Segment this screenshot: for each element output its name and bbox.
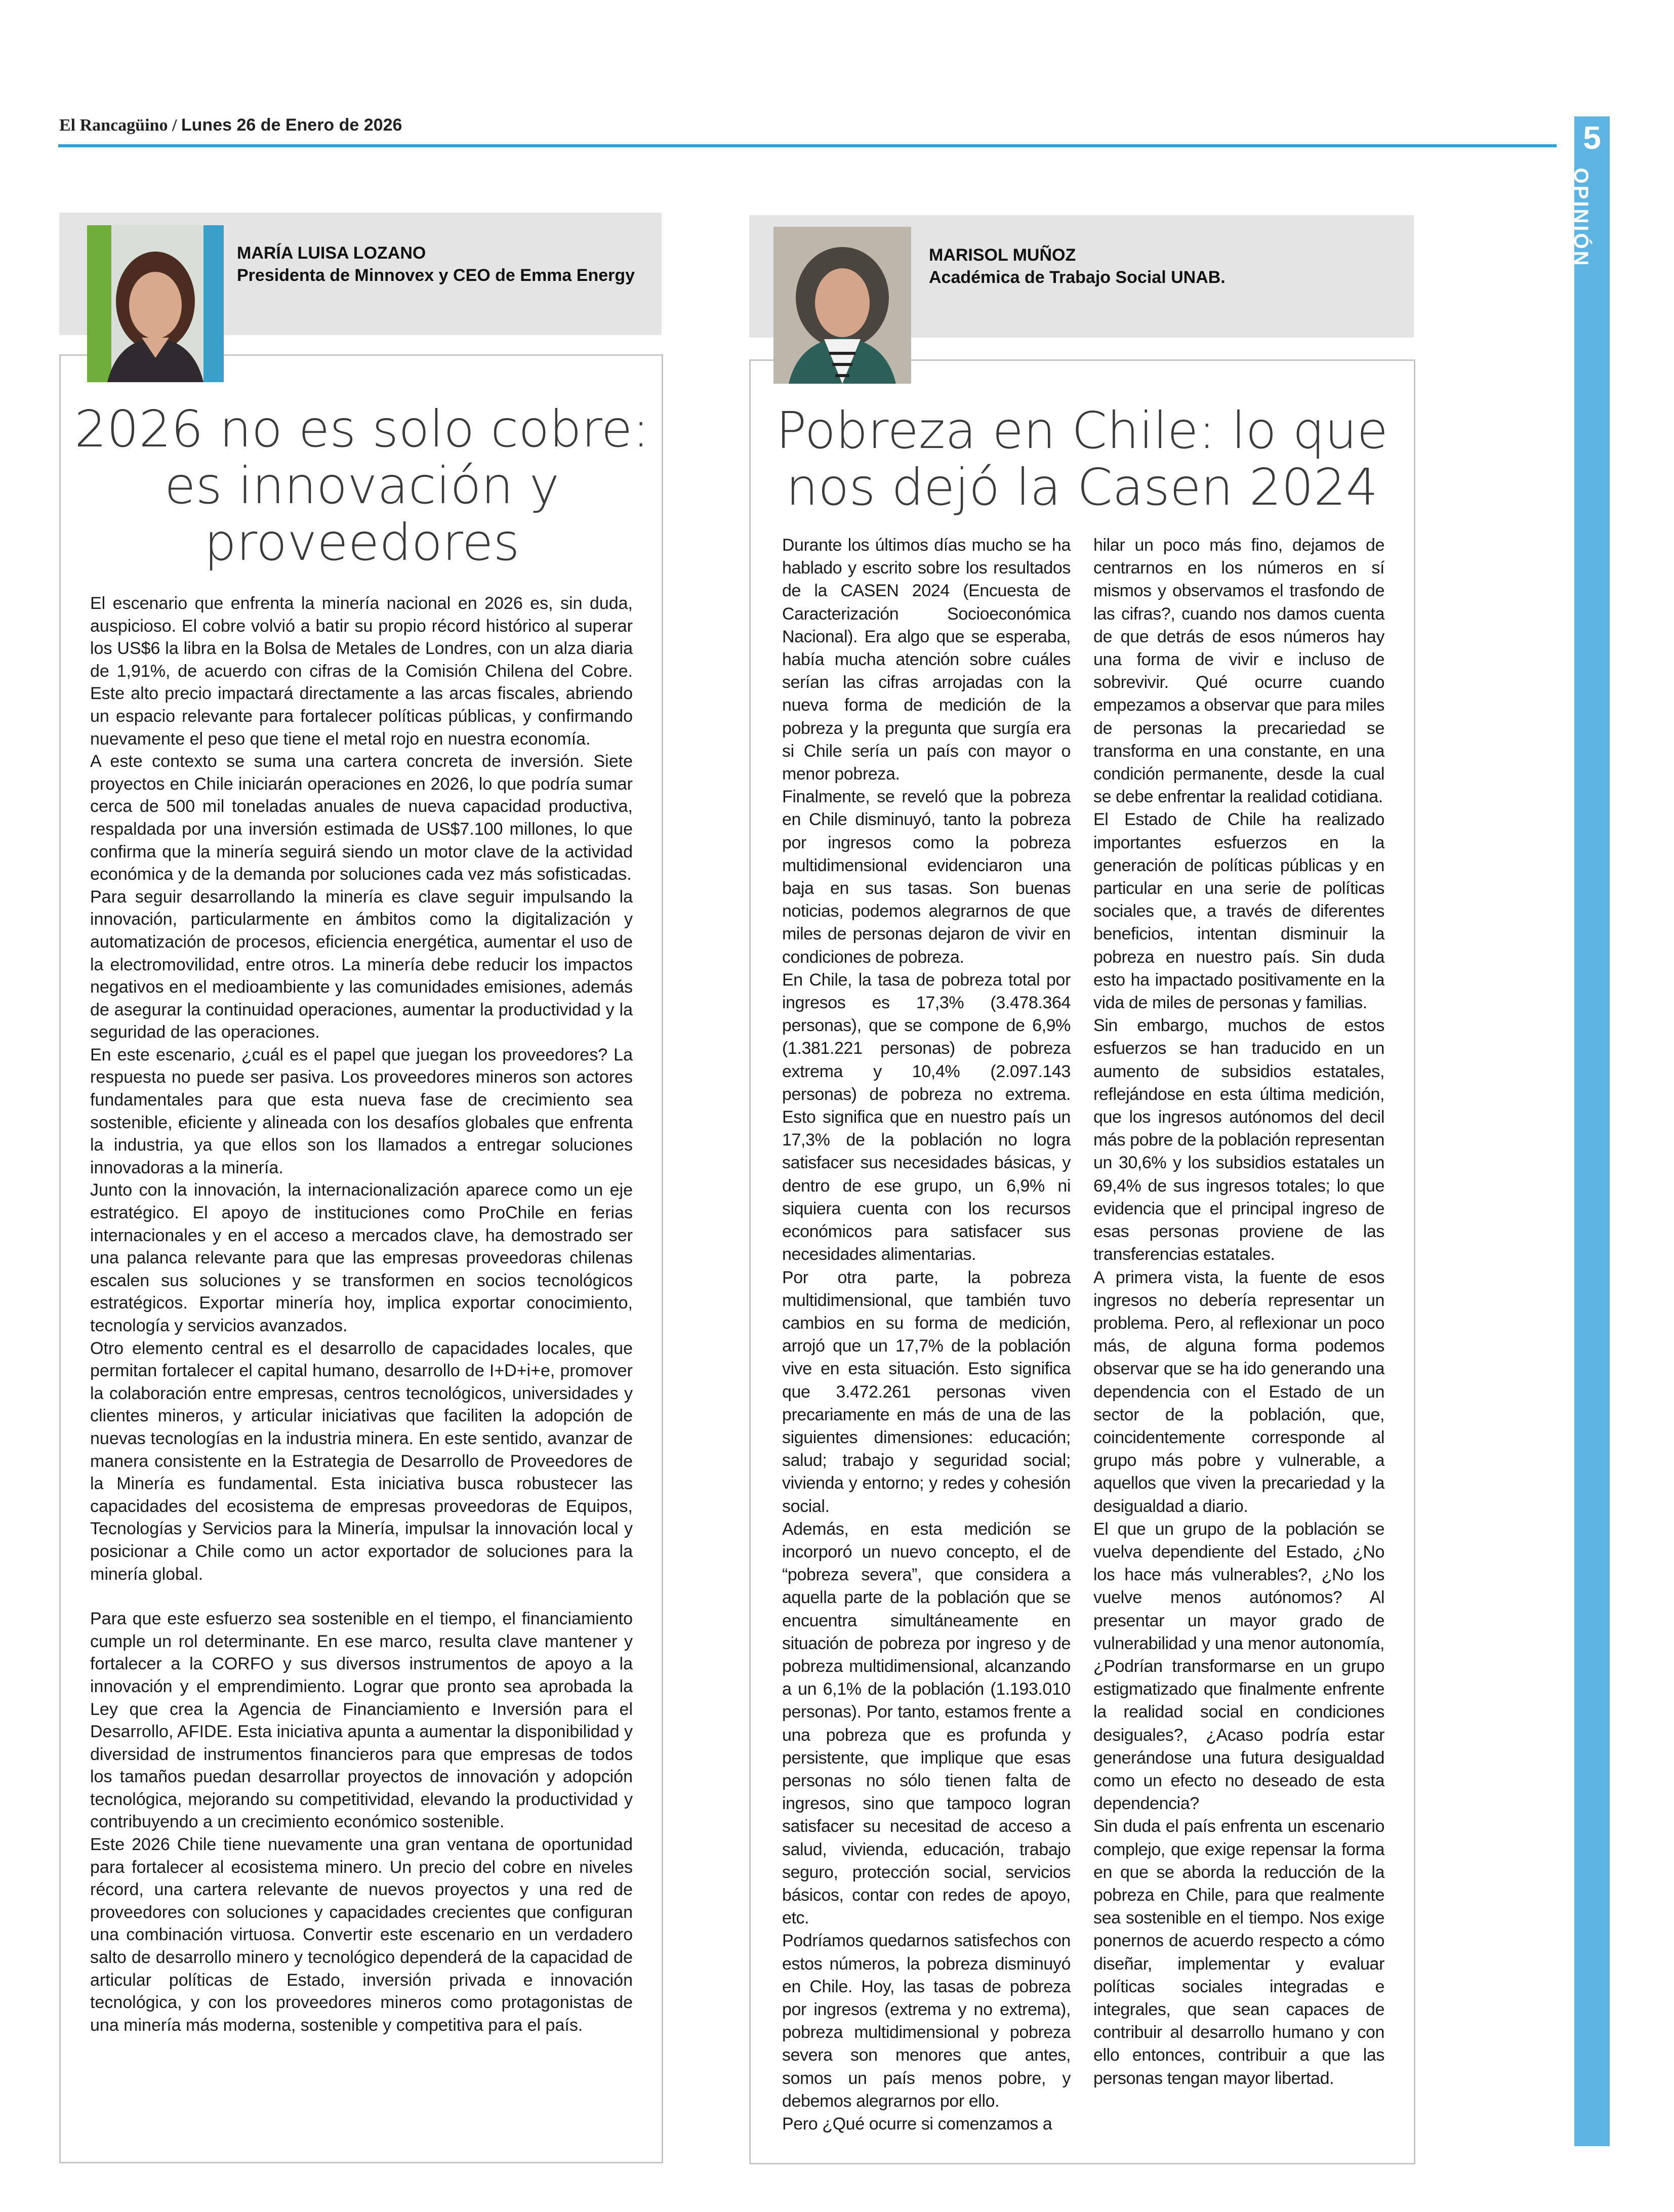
article-paragraph: Para seguir desarrollando la minería es clave seguir impulsando la innovación, particularmente en ámbitos como la digitalización y automatización de procesos, eficiencia energética, aumentar el uso de la electromovilidad, entre otros. La minería debe reducir los impactos negativos en el medioambiente y las comunidades emisiones, además de asegurar la continuidad operaciones, aumentar la productividad y la seguridad de las operaciones.	[90, 887, 633, 1042]
author-role: Académica de Trabajo Social UNAB.	[929, 268, 1226, 287]
page-number: 5	[1583, 119, 1601, 156]
article-paragraph: A este contexto se suma una cartera concreta de inversión. Siete proyectos en Chile iniciarán operaciones en 2026, lo que podría sumar cerca de 500 mil toneladas anuales de nueva capacidad productiva, respaldada por una inversión estimada de US$7.100 millones, lo que confirma que la minería seguirá siendo un motor clave de la actividad económica y de la demanda por soluciones cada vez más sofisticadas.	[90, 752, 633, 884]
article-paragraph: Este 2026 Chile tiene nuevamente una gran ventana de oportunidad para fortalecer al ecosistema minero. Un precio del cobre en niveles récord, una cartera relevante de nuevos proyectos y una red de proveedores con soluciones y capacidades crecientes que configuran una combinación virtuosa. Convertir este escenario en un verdadero salto de desarrollo minero y tecnológico dependerá de la capacidad de articular políticas de Estado, inversión privada e innovación tecnológica, y con los proveedores mineros como protagonistas de una minería más moderna, sostenible y competitiva para el país.	[90, 1835, 633, 2035]
author-name: MARISOL MUÑOZ	[929, 245, 1076, 265]
article-body-right-col2	[1093, 534, 1384, 2090]
author-info-left	[237, 242, 635, 286]
article-headline: Pobreza en Chile: lo que nos dejó la Casen 2024	[776, 401, 1388, 517]
section-label: OPINIÓN	[1570, 168, 1592, 268]
article-paragraph: En Chile, la tasa de pobreza total por ingresos es 17,3% (3.478.364 personas), que se compone de 6,9% (1.381.221 personas) de pobreza extrema y 10,4% (2.097.143 personas) de pobreza no extrema. Esto significa que en nuestro país un 17,3% de la población no logra satisfacer sus necesidades básicas, y dentro de ese grupo, un 6,9% ni siquiera cuenta con los recursos económicos para satisfacer sus necesidades alimentarias.	[782, 970, 1071, 1264]
article-paragraph: Otro elemento central es el desarrollo de capacidades locales, que permitan fortalecer el capital humano, desarrollo de I+D+i+e, promover la colaboración entre empresas, centros tecnológicos, universidades y clientes mineros, y articular iniciativas que faciliten la adopción de nuevas tecnologías en la industria minera. En este sentido, avanzar de manera consistente en la Estrategia de Desarrollo de Proveedores de la Minería es fundamental. Esta iniciativa busca robustecer las capacidades del ecosistema de empresas proveedoras de Equipos, Tecnologías y Servicios para la Minería, impulsar la innovación local y posicionar a Chile como un actor exportador de soluciones para la minería global.	[90, 1338, 633, 1584]
author-role: Presidenta de Minnovex y CEO de Emma Energy	[237, 266, 635, 285]
masthead	[59, 115, 402, 135]
article-paragraph: El que un grupo de la población se vuelva dependiente del Estado, ¿No los hace más vulnerables?, ¿No los vuelve menos autónomos? Al presentar un mayor grado de vulnerabilidad y una menor autonomía, ¿Podrían transformarse en un grupo estigmatizado que finalmente enfrente la realidad social en condiciones desiguales?, ¿Acaso podría estar generándose una futura desigualdad como un efecto no deseado de esta dependencia?	[1093, 1519, 1384, 1814]
article-paragraph: Sin duda el país enfrenta un escenario complejo, que exige repensar la forma en que se aborda la reducción de la pobreza en Chile, para que realmente sea sostenible en el tiempo. Nos exige ponernos de acuerdo respecto a cómo diseñar, implementar y evaluar políticas sociales integradas e integrales, que sean capaces de contribuir al desarrollo humano y con ello entonces, contribuir a que las personas tengan mayor libertad.	[1093, 1817, 1384, 2088]
section-side-bar	[1574, 116, 1610, 2146]
article-paragraph: Junto con la innovación, la internacionalización aparece como un eje estratégico. El apoyo de instituciones como ProChile en ferias internacionales y en el acceso a mercados clave, ha demostrado ser una palanca relevante para que las empresas proveedoras chilenas escalen sus soluciones y se transformen en socios tecnológicos estratégicos. Exportar minería hoy, implica exportar conocimiento, tecnología y servicios avanzados.	[90, 1180, 633, 1335]
article-paragraph: El Estado de Chile ha realizado importantes esfuerzos en la generación de políticas públicas y en particular en una serie de políticas sociales que, a través de diferentes beneficios, intentan disminuir la pobreza en nuestro país. Sin duda esto ha impactado positivamente en la vida de miles de personas y familias.	[1093, 810, 1384, 1013]
author-info-right	[929, 244, 1226, 289]
article-paragraph: El escenario que enfrenta la minería nacional en 2026 es, sin duda, auspicioso. El cobre volvió a batir su propio récord histórico al superar los US$6 la libra en la Bolsa de Metales de Londres, con un alza diaria de 1,91%, de acuerdo con cifras de la Comisión Chilena del Cobre. Este alto precio impactará directamente a las arcas fiscales, abriendo un espacio relevante para fortalecer políticas públicas, y confirmando nuevamente el peso que tiene el metal rojo en nuestra economía.	[90, 594, 633, 749]
article-paragraph: Pero ¿Qué ocurre si comenzamos a	[782, 2114, 1052, 2134]
publication-name: El Rancagüino /	[59, 116, 177, 135]
article-paragraph: Además, en esta medición se incorporó un nuevo concepto, el de “pobreza severa”, que considera a aquella parte de la población que se encuentra simultáneamente en situación de pobreza por ingreso y de pobreza multidimensional, alcanzando a un 6,1% de la población (1.193.010 personas). Por tanto, estamos frente a una pobreza que es profunda y persistente, que implique que esas personas no sólo tienen falta de ingresos, sino que tampoco logran satisfacer su necesitad de acceso a salud, vivienda, educación, trabajo seguro, protección social, servicios básicos, contar con redes de apoyo, etc.	[782, 1519, 1071, 1928]
article-paragraph: Por otra parte, la pobreza multidimensional, que también tuvo cambios en su forma de medición, arrojó que un 17,7% de la población vive en esta situación. Esto significa que 3.472.261 personas viven precariamente en más de una de las siguientes dimensiones: educación; salud; trabajo y seguridad social; vivienda y entorno; y redes y cohesión social.	[782, 1267, 1071, 1516]
article-paragraph: hilar un poco más fino, dejamos de centrarnos en los números en sí mismos y observamos el trasfondo de las cifras?, cuando nos damos cuenta de que detrás de esos números hay una forma de vivir e incluso de sobrevivir. Qué ocurre cuando empezamos a observar que para miles de personas la precariedad se transforma en una constante, en una condición permanente, desde la cual se debe enfrentar la realidad cotidiana.	[1093, 536, 1384, 807]
issue-date: Lunes 26 de Enero de 2026	[181, 115, 402, 135]
article-paragraph: En este escenario, ¿cuál es el papel que juegan los proveedores? La respuesta no puede ser pasiva. Los proveedores mineros son actores fundamentales para que esta nueva fase de crecimiento sea sostenible, eficiente y alineada con los desafíos globales que enfrenta la industria, ya que ellos son los llamados a entregar soluciones innovadoras a la minería.	[90, 1045, 633, 1177]
article-paragraph: A primera vista, la fuente de esos ingresos no debería representar un problema. Pero, al reflexionar un poco más, de alguna forma podemos observar que se ha ido generando una dependencia con el Estado de un sector de la población, que, coincidentemente corresponde al grupo más pobre y vulnerable, a aquellos que viven la precariedad y la desigualdad a diario.	[1093, 1267, 1384, 1516]
article-body-right-col1	[782, 534, 1071, 2136]
article-headline: 2026 no es solo cobre: es innovación y proveedores	[74, 399, 649, 572]
article-paragraph: Sin embargo, muchos de estos esfuerzos se han traducido en un aumento de subsidios estatales, reflejándose en esta última medición, que los ingresos autónomos del decil más pobre de la población representan un 30,6% y los subsidios estatales un 69,4% de sus ingresos totales; lo que evidencia que el principal ingreso de esas personas proviene de las transferencias estatales.	[1093, 1016, 1384, 1264]
author-photo-left	[87, 225, 224, 382]
article-paragraph: Finalmente, se reveló que la pobreza en Chile disminuyó, tanto la pobreza por ingresos como la pobreza multidimensional evidenciaron una baja en sus tasas. Son buenas noticias, podemos alegrarnos de que miles de personas dejaron de vivir en condiciones de pobreza.	[782, 787, 1071, 967]
header-rule	[58, 144, 1557, 147]
article-paragraph: Durante los últimos días mucho se ha hablado y escrito sobre los resultados de la CASEN 2024 (Encuesta de Caracterización Socioeconómica Nacional). Era algo que se esperaba, había mucha atención sobre cuáles serían las cifras arrojadas con la nueva forma de medición de la pobreza y la pregunta que surgía era si Chile sería un país con mayor o menor pobreza.	[782, 536, 1071, 784]
article-paragraph: Podríamos quedarnos satisfechos con estos números, la pobreza disminuyó en Chile. Hoy, las tasas de pobreza por ingresos (extrema y no extrema), pobreza multidimensional y pobreza severa son menores que antes, somos un país menos pobre, y debemos alegrarnos por ello.	[782, 1931, 1071, 2111]
article-paragraph: Para que este esfuerzo sea sostenible en el tiempo, el financiamiento cumple un rol determinante. En ese marco, resulta clave mantener y fortalecer a la CORFO y sus diversos instrumentos de apoyo a la innovación y el emprendimiento. Lograr que pronto sea aprobada la Ley que crea la Agencia de Financiamiento e Inversión para el Desarrollo, AFIDE. Esta iniciativa apunta a aumentar la disponibilidad y diversidad de instrumentos financieros para que empresas de todos los tamaños puedan desarrollar proyectos de innovación y adopción tecnológica, mejorando su competitividad, elevando la productividad y contribuyendo a un crecimiento económico sostenible.	[90, 1609, 633, 1832]
author-photo-right	[773, 227, 911, 384]
author-name: MARÍA LUISA LOZANO	[237, 243, 426, 263]
article-body-left	[90, 592, 633, 2036]
